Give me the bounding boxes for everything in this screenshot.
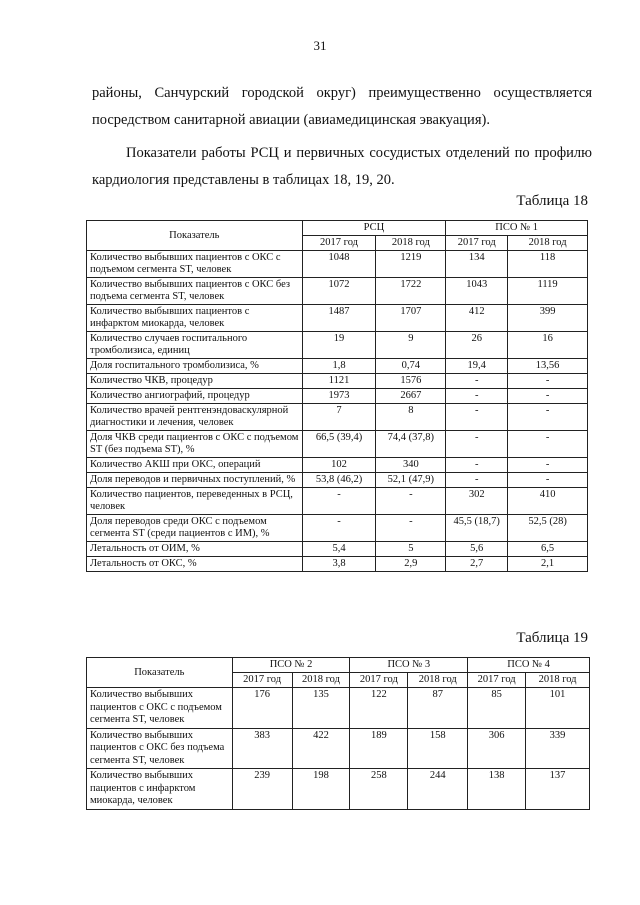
row-value: 1487 xyxy=(302,305,376,332)
row-value: 1119 xyxy=(508,278,588,305)
row-value: - xyxy=(508,431,588,458)
row-value: - xyxy=(446,404,508,431)
row-value: 306 xyxy=(468,728,526,769)
row-value: - xyxy=(376,488,446,515)
table-row xyxy=(87,374,588,389)
row-value: - xyxy=(446,431,508,458)
t18-body xyxy=(87,251,588,572)
row-value: 45,5 (18,7) xyxy=(446,515,508,542)
row-value: - xyxy=(508,473,588,488)
row-value: 1,8 xyxy=(302,359,376,374)
row-value: 2667 xyxy=(376,389,446,404)
row-value: 102 xyxy=(302,458,376,473)
row-label: Количество врачей рентгенэндоваскулярной диагностики и лечения, человек xyxy=(87,404,303,431)
row-value: 158 xyxy=(408,728,468,769)
row-value: 19,4 xyxy=(446,359,508,374)
row-value: 1576 xyxy=(376,374,446,389)
row-value: 87 xyxy=(408,688,468,729)
row-value: - xyxy=(302,515,376,542)
row-value: 137 xyxy=(526,769,590,810)
table-row xyxy=(87,688,590,729)
row-value: 5 xyxy=(376,542,446,557)
row-value: 422 xyxy=(292,728,350,769)
table-row xyxy=(87,431,588,458)
paragraph-2: Показатели работы РСЦ и первичных сосудистых отделений по профилю кардиология представлены в таблицах 18, 19, 20. xyxy=(92,145,592,188)
row-label: Доля госпитального тромболизиса, % xyxy=(87,359,303,374)
row-value: 85 xyxy=(468,688,526,729)
row-value: 383 xyxy=(232,728,292,769)
table-row xyxy=(87,404,588,431)
row-value: - xyxy=(508,404,588,431)
table-row xyxy=(87,305,588,332)
t18-year-header: 2017 год xyxy=(302,236,376,251)
row-value: 16 xyxy=(508,332,588,359)
table19-caption: Таблица 19 xyxy=(516,630,588,646)
row-label: Количество АКШ при ОКС, операций xyxy=(87,458,303,473)
table-row xyxy=(87,389,588,404)
row-label: Количество ЧКВ, процедур xyxy=(87,374,303,389)
row-value: 52,5 (28) xyxy=(508,515,588,542)
table-row xyxy=(87,488,588,515)
row-value: 5,4 xyxy=(302,542,376,557)
t18-header-group1: РСЦ xyxy=(302,221,446,236)
row-value: 189 xyxy=(350,728,408,769)
row-label: Количество выбывших пациентов с инфарктом миокарда, человек xyxy=(87,305,303,332)
t19-body xyxy=(87,688,590,810)
table-19 xyxy=(86,657,590,810)
row-value: 2,7 xyxy=(446,557,508,572)
row-label: Количество выбывших пациентов с ОКС без подъема сегмента ST, человек xyxy=(87,278,303,305)
t19-year-header: 2017 год xyxy=(232,673,292,688)
t18-year-header: 2018 год xyxy=(508,236,588,251)
row-value: - xyxy=(508,458,588,473)
table-row xyxy=(87,769,590,810)
row-value: 258 xyxy=(350,769,408,810)
row-label: Количество выбывших пациентов с ОКС с подъемом сегмента ST, человек xyxy=(87,688,233,729)
row-value: 176 xyxy=(232,688,292,729)
row-label: Летальность от ОИМ, % xyxy=(87,542,303,557)
row-label: Количество выбывших пациентов с инфарктом миокарда, человек xyxy=(87,769,233,810)
t18-header-group2: ПСО № 1 xyxy=(446,221,588,236)
t19-year-header: 2017 год xyxy=(468,673,526,688)
t19-year-header: 2018 год xyxy=(292,673,350,688)
row-value: 1707 xyxy=(376,305,446,332)
table18-caption: Таблица 18 xyxy=(516,193,588,209)
row-value: 13,56 xyxy=(508,359,588,374)
t19-year-header: 2018 год xyxy=(526,673,590,688)
t19-year-header: 2017 год xyxy=(350,673,408,688)
row-value: 3,8 xyxy=(302,557,376,572)
table-row xyxy=(87,473,588,488)
row-value: - xyxy=(508,374,588,389)
table-row xyxy=(87,359,588,374)
row-value: - xyxy=(376,515,446,542)
row-value: 239 xyxy=(232,769,292,810)
row-value: 9 xyxy=(376,332,446,359)
row-label: Количество выбывших пациентов с ОКС без подъема сегмента ST, человек xyxy=(87,728,233,769)
row-value: 118 xyxy=(508,251,588,278)
row-value: 1048 xyxy=(302,251,376,278)
t19-year-header: 2018 год xyxy=(408,673,468,688)
row-value: 134 xyxy=(446,251,508,278)
row-value: 122 xyxy=(350,688,408,729)
row-value: - xyxy=(446,374,508,389)
t18-year-header: 2018 год xyxy=(376,236,446,251)
table-row xyxy=(87,251,588,278)
t19-header-group3: ПСО № 4 xyxy=(468,658,590,673)
row-value: - xyxy=(302,488,376,515)
row-value: 2,9 xyxy=(376,557,446,572)
t18-year-header: 2017 год xyxy=(446,236,508,251)
row-value: 74,4 (37,8) xyxy=(376,431,446,458)
row-value: 1072 xyxy=(302,278,376,305)
row-value: 410 xyxy=(508,488,588,515)
row-value: 53,8 (46,2) xyxy=(302,473,376,488)
row-value: 340 xyxy=(376,458,446,473)
row-value: - xyxy=(446,473,508,488)
row-value: 66,5 (39,4) xyxy=(302,431,376,458)
row-value: 8 xyxy=(376,404,446,431)
row-value: 19 xyxy=(302,332,376,359)
row-value: 5,6 xyxy=(446,542,508,557)
row-value: 101 xyxy=(526,688,590,729)
table-row xyxy=(87,557,588,572)
row-value: - xyxy=(446,458,508,473)
page-number: 31 xyxy=(313,38,327,53)
row-label: Летальность от ОКС, % xyxy=(87,557,303,572)
row-value: 26 xyxy=(446,332,508,359)
row-value: 6,5 xyxy=(508,542,588,557)
table-row xyxy=(87,728,590,769)
table-18 xyxy=(86,220,588,572)
table-row xyxy=(87,332,588,359)
row-value: 1043 xyxy=(446,278,508,305)
t18-header-indicator: Показатель xyxy=(87,221,303,251)
row-label: Количество ангиографий, процедур xyxy=(87,389,303,404)
row-value: 339 xyxy=(526,728,590,769)
row-value: 1219 xyxy=(376,251,446,278)
row-value: - xyxy=(508,389,588,404)
t19-header-indicator: Показатель xyxy=(87,658,233,688)
row-label: Доля переводов и первичных поступлений, % xyxy=(87,473,303,488)
row-label: Доля ЧКВ среди пациентов с ОКС с подъемом ST (без подъема ST), % xyxy=(87,431,303,458)
row-value: 138 xyxy=(468,769,526,810)
row-value: 302 xyxy=(446,488,508,515)
table-row xyxy=(87,278,588,305)
row-label: Количество пациентов, переведенных в РСЦ, человек xyxy=(87,488,303,515)
row-label: Доля переводов среди ОКС с подъемом сегмента ST (среди пациентов с ИМ), % xyxy=(87,515,303,542)
row-label: Количество выбывших пациентов с ОКС с подъемом сегмента ST, человек xyxy=(87,251,303,278)
table-row xyxy=(87,515,588,542)
t19-header-group1: ПСО № 2 xyxy=(232,658,350,673)
row-value: 399 xyxy=(508,305,588,332)
paragraph-1: районы, Санчурский городской округ) преимущественно осуществляется посредством санитарной авиации (авиамедицинская эвакуация). xyxy=(92,85,592,128)
table-row xyxy=(87,458,588,473)
row-label: Количество случаев госпитального тромболизиса, единиц xyxy=(87,332,303,359)
row-value: 7 xyxy=(302,404,376,431)
row-value: - xyxy=(446,389,508,404)
row-value: 244 xyxy=(408,769,468,810)
row-value: 1973 xyxy=(302,389,376,404)
row-value: 52,1 (47,9) xyxy=(376,473,446,488)
row-value: 1121 xyxy=(302,374,376,389)
t19-header-group2: ПСО № 3 xyxy=(350,658,468,673)
row-value: 412 xyxy=(446,305,508,332)
row-value: 1722 xyxy=(376,278,446,305)
table-row xyxy=(87,542,588,557)
row-value: 2,1 xyxy=(508,557,588,572)
row-value: 135 xyxy=(292,688,350,729)
row-value: 0,74 xyxy=(376,359,446,374)
row-value: 198 xyxy=(292,769,350,810)
